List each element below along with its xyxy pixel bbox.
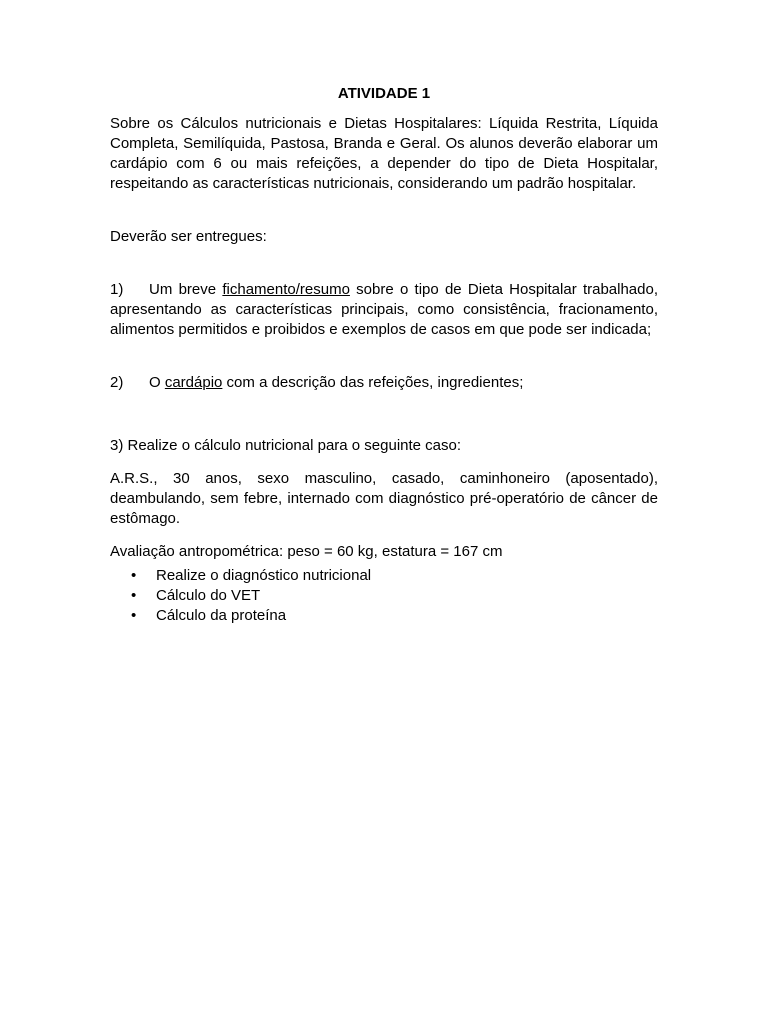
item-text-suffix: sobre o tipo de Dieta Hospitalar trabalhado, apresentando as características principais, como consistência, fracionamento, alimentos permitidos e proibidos e exemplos de casos em que pode ser indicada;: [110, 281, 659, 338]
deliverable-item-2: [110, 373, 658, 393]
calculation-heading: 3) Realize o cálculo nutricional para o seguinte caso:: [110, 437, 462, 454]
task-text: Cálculo do VET: [156, 587, 261, 604]
task-text: Realize o diagnóstico nutricional: [156, 567, 372, 584]
bullet-icon: •: [131, 607, 137, 624]
item-number: 1): [110, 281, 124, 298]
underlined-term: cardápio: [164, 374, 223, 391]
task-list-item: [110, 586, 658, 606]
intro-paragraph: Sobre os Cálculos nutricionais e Dietas Hospitalares: Líquida Restrita, Líquida Completa, Semilíquida, Pastosa, Branda e Geral. Os alunos deverão elaborar um cardápio com 6 ou mais refeições, a depender do tipo de Dieta Hospitalar, respeitando as características nutricionais, considerando um padrão hospitalar.: [110, 115, 658, 192]
task-text: Cálculo da proteína: [156, 607, 287, 624]
deliverables-heading: Deverão ser entregues:: [110, 228, 267, 245]
document-page: [110, 84, 658, 626]
item-text-prefix: Um breve: [149, 281, 223, 298]
item-number: 2): [110, 374, 124, 391]
bullet-icon: •: [131, 587, 137, 604]
task-list-item: [110, 606, 658, 626]
underlined-term: fichamento/resumo: [222, 281, 350, 298]
case-description: A.R.S., 30 anos, sexo masculino, casado, caminhoneiro (aposentado), deambulando, sem febre, internado com diagnóstico pré-operatório de câncer de estômago.: [110, 470, 658, 527]
deliverable-item-1: [110, 280, 658, 340]
item-text-prefix: O: [149, 374, 165, 391]
item-text-suffix: com a descrição das refeições, ingredientes;: [222, 374, 524, 391]
anthropometric-assessment: Avaliação antropométrica: peso = 60 kg, estatura = 167 cm: [110, 543, 503, 560]
bullet-icon: •: [131, 567, 137, 584]
task-list-item: [110, 566, 658, 586]
document-title: ATIVIDADE 1: [337, 85, 431, 102]
task-list: [110, 566, 658, 626]
